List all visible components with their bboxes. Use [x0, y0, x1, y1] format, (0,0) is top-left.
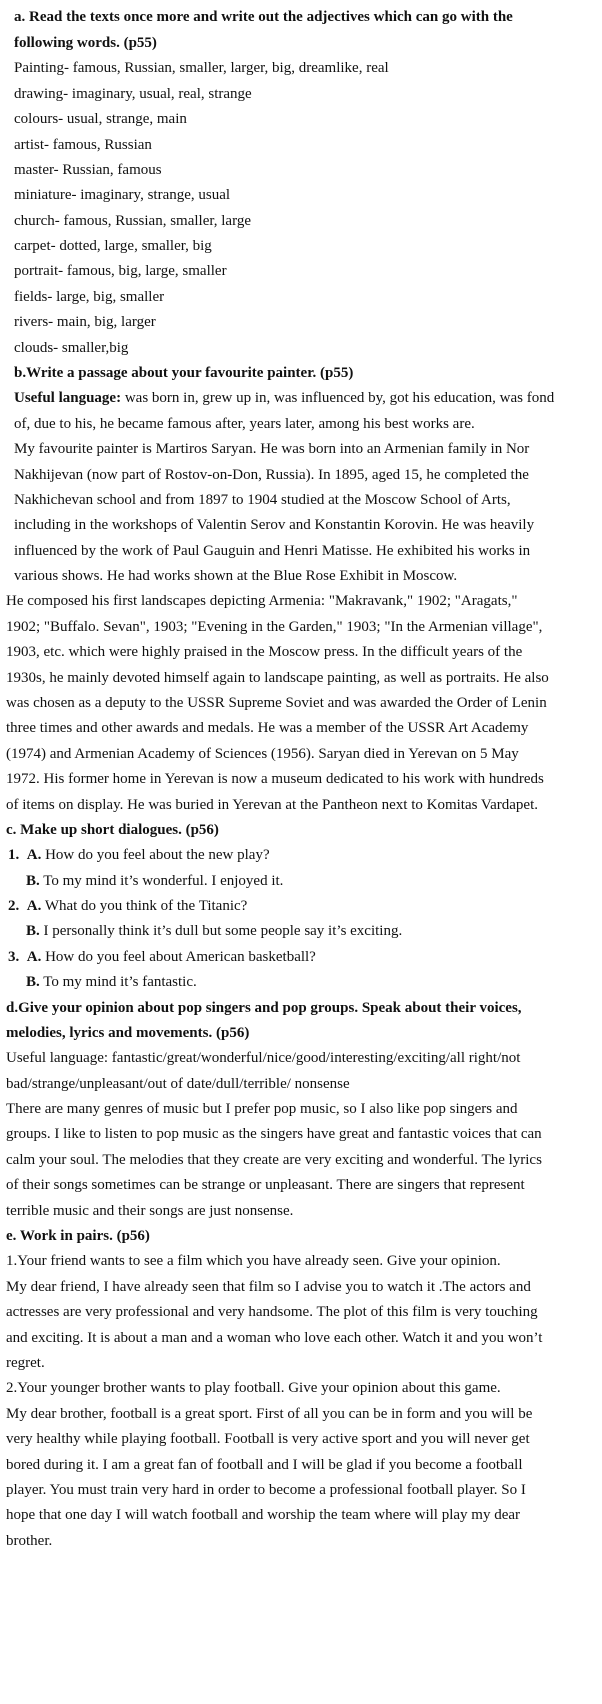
dialogue-number: 2.	[8, 898, 20, 914]
passage-line: influenced by the work of Paul Gauguin and Henri Matisse. He exhibited his works in	[14, 543, 531, 559]
passage-line: 1972. His former home in Yerevan is now a museum dedicated to his work with hundreds	[6, 771, 544, 787]
passage-line: 1930s, he mainly devoted himself again to landscape painting, as well as portraits. He also	[6, 670, 549, 686]
passage-line: There are many genres of music but I prefer pop music, so I also like pop singers and	[6, 1101, 518, 1117]
dialogue-a-line	[8, 948, 316, 967]
passage-line: various shows. He had works shown at the Blue Rose Exhibit in Moscow.	[14, 568, 458, 584]
adjective-item: carpet- dotted, large, smaller, big	[14, 238, 212, 254]
passage-line: He composed his first landscapes depicting Armenia: "Makravank," 1902; "Aragats,"	[6, 593, 518, 609]
section-d-heading-line1: d.Give your opinion about pop singers and pop groups. Speak about their voices,	[6, 1000, 522, 1016]
speaker-a-label: A.	[26, 949, 42, 965]
section-e-heading: e. Work in pairs. (p56)	[6, 1228, 150, 1244]
speaker-a-text: How do you feel about the new play?	[41, 847, 270, 863]
adjective-item: artist- famous, Russian	[14, 137, 152, 153]
pair-task-line: player. You must train very hard in order to become a professional football player. So I	[6, 1482, 526, 1498]
passage-line: Nakhichevan school and from 1897 to 1904 studied at the Moscow School of Arts,	[14, 492, 511, 508]
dialogue-b-line	[26, 922, 402, 941]
passage-line: 1902; "Buffalo. Sevan", 1903; "Evening in the Garden," 1903; "In the Armenian village",	[6, 619, 543, 635]
passage-line: calm your soul. The melodies that they create are very exciting and wonderful. The lyrics	[6, 1152, 542, 1168]
passage-line: was chosen as a deputy to the USSR Supreme Soviet and was awarded the Order of Lenin	[6, 695, 547, 711]
passage-line: terrible music and their songs are just nonsense.	[6, 1203, 294, 1219]
pair-task-line: regret.	[6, 1355, 45, 1371]
passage-line: three times and other awards and medals. He was a member of the USSR Art Academy	[6, 720, 529, 736]
dialogue-b-line	[26, 973, 197, 992]
section-b-heading: b.Write a passage about your favourite painter. (p55)	[14, 365, 354, 381]
passage-line: groups. I like to listen to pop music as the singers have great and fantastic voices that can	[6, 1126, 542, 1142]
section-a-heading-line1: a. Read the texts once more and write out the adjectives which can go with the	[14, 9, 513, 25]
pair-task-line: actresses are very professional and very handsome. The plot of this film is very touching	[6, 1304, 538, 1320]
adjective-item: colours- usual, strange, main	[14, 111, 187, 127]
speaker-a-label: A.	[26, 847, 42, 863]
speaker-a-text: How do you feel about American basketball?	[41, 949, 316, 965]
speaker-a-text: What do you think of the Titanic?	[41, 898, 248, 914]
passage-line: Nakhijevan (now part of Rostov-on-Don, Russia). In 1895, aged 15, he completed the	[14, 467, 529, 483]
pair-task-line: 2.Your younger brother wants to play football. Give your opinion about this game.	[6, 1380, 501, 1396]
passage-line: of items on display. He was buried in Yerevan at the Pantheon next to Komitas Vardapet.	[6, 797, 538, 813]
speaker-b-text: I personally think it’s dull but some people say it’s exciting.	[39, 923, 403, 939]
passage-line: 1903, etc. which were highly praised in the Moscow press. In the difficult years of the	[6, 644, 523, 660]
useful-language-line2: of, due to his, he became famous after, years later, among his best works are.	[14, 416, 475, 432]
pair-task-line: My dear brother, football is a great sport. First of all you can be in form and you will be	[6, 1406, 533, 1422]
dialogue-number: 3.	[8, 949, 20, 965]
useful-language-text: was born in, grew up in, was influenced by, got his education, was fond	[121, 390, 555, 406]
passage-line: My favourite painter is Martiros Saryan. He was born into an Armenian family in Nor	[14, 441, 530, 457]
dialogue-b-line	[26, 872, 283, 891]
adjective-item: clouds- smaller,big	[14, 340, 129, 356]
passage-line: of their songs sometimes can be strange or unpleasant. There are singers that represent	[6, 1177, 525, 1193]
dialogue-number: 1.	[8, 847, 20, 863]
section-c-heading: c. Make up short dialogues. (p56)	[6, 822, 219, 838]
pair-task-line: and exciting. It is about a man and a woman who love each other. Watch it and you won’t	[6, 1330, 543, 1346]
adjective-item: miniature- imaginary, strange, usual	[14, 187, 231, 203]
speaker-b-text: To my mind it’s wonderful. I enjoyed it.	[39, 873, 284, 889]
speaker-b-label: B.	[26, 923, 40, 939]
passage-line: including in the workshops of Valentin Serov and Konstantin Korovin. He was heavily	[14, 517, 535, 533]
passage-line: (1974) and Armenian Academy of Sciences (1956). Saryan died in Yerevan on 5 May	[6, 746, 519, 762]
adjective-item: drawing- imaginary, usual, real, strange	[14, 86, 252, 102]
adjective-item: fields- large, big, smaller	[14, 289, 165, 305]
pair-task-line: 1.Your friend wants to see a film which you have already seen. Give your opinion.	[6, 1253, 501, 1269]
pair-task-line: very healthy while playing football. Football is very active sport and you will never get	[6, 1431, 530, 1447]
pair-task-line: brother.	[6, 1533, 53, 1549]
speaker-a-label: A.	[26, 898, 42, 914]
useful-language-label: Useful language:	[14, 390, 122, 406]
speaker-b-text: To my mind it’s fantastic.	[39, 974, 197, 990]
pair-task-line: bored during it. I am a great fan of football and I will be glad if you become a football	[6, 1457, 523, 1473]
speaker-b-label: B.	[26, 974, 40, 990]
dialogue-a-line	[8, 897, 247, 916]
adjective-item: Painting- famous, Russian, smaller, larger, big, dreamlike, real	[14, 60, 389, 76]
section-a-heading-line2: following words. (p55)	[14, 35, 157, 51]
adjective-item: church- famous, Russian, smaller, large	[14, 213, 251, 229]
useful-language-line: Useful language: fantastic/great/wonderful/nice/good/interesting/exciting/all right/not	[6, 1050, 521, 1066]
useful-language-line: bad/strange/unpleasant/out of date/dull/terrible/ nonsense	[6, 1076, 350, 1092]
speaker-b-label: B.	[26, 873, 40, 889]
useful-language-line	[14, 389, 554, 408]
section-d-heading-line2: melodies, lyrics and movements. (p56)	[6, 1025, 250, 1041]
adjective-item: rivers- main, big, larger	[14, 314, 156, 330]
dialogue-a-line	[8, 846, 270, 865]
pair-task-line: hope that one day I will watch football and worship the team where will play my dear	[6, 1507, 521, 1523]
adjective-item: master- Russian, famous	[14, 162, 162, 178]
pair-task-line: My dear friend, I have already seen that film so I advise you to watch it .The actors and	[6, 1279, 531, 1295]
adjective-item: portrait- famous, big, large, smaller	[14, 263, 227, 279]
